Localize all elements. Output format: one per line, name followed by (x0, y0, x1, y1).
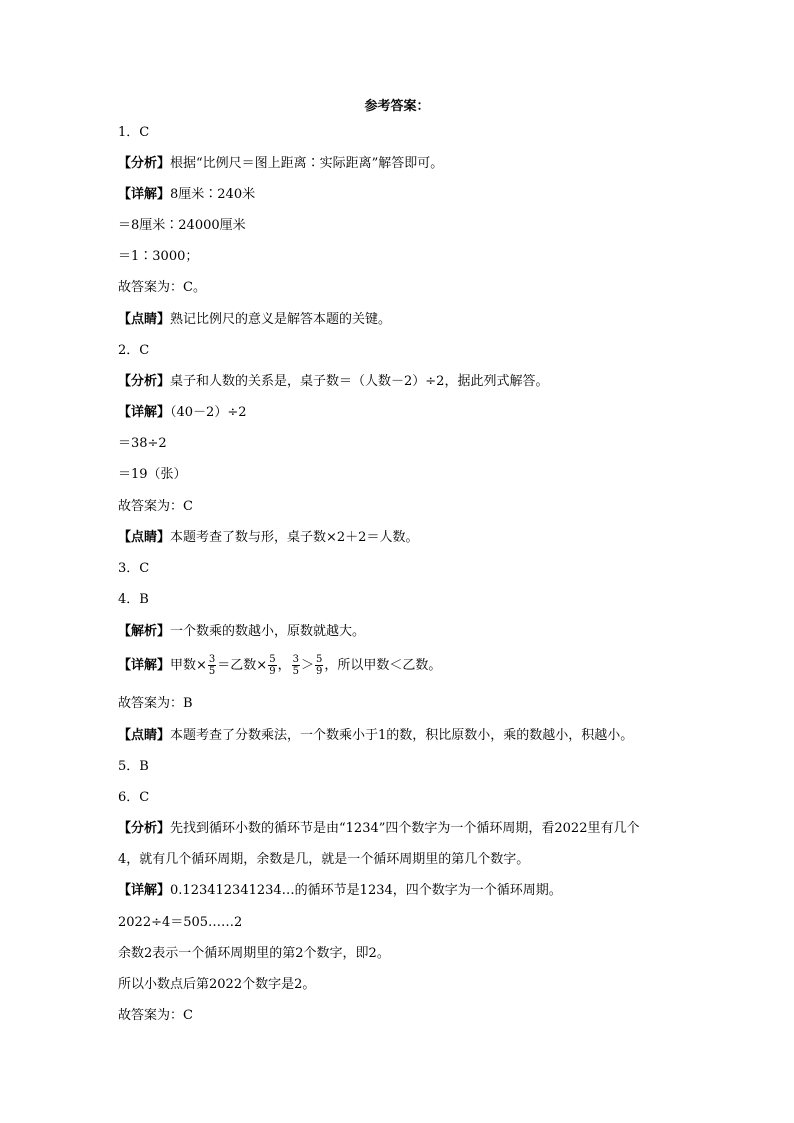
detail-text-e: ，所以甲数＜乙数。 (324, 658, 442, 673)
detail-text-b: ＝乙数× (217, 658, 268, 673)
tip-tag: 【点睛】 (118, 530, 171, 545)
q6-answer: 6．C (118, 790, 150, 805)
q1-detail (118, 186, 255, 204)
fraction-denominator: 9 (315, 666, 323, 677)
analysis-text: 桌子和人数的关系是，桌子数＝（人数－2）÷2，据此列式解答。 (170, 374, 549, 389)
q6-analysis (118, 820, 639, 838)
detail-text: 0.123412341234…的循环节是1234，四个数字为一个循环周期。 (170, 883, 562, 898)
q5-answer: 5．B (118, 759, 149, 774)
q2-step2: ＝19（张） (118, 467, 187, 482)
q2-analysis (118, 373, 548, 391)
detail-text-c: ， (277, 658, 291, 673)
q6-step1: 2022÷4＝505……2 (118, 915, 243, 930)
tip-tag: 【点睛】 (118, 312, 171, 327)
q6-step2: 余数2表示一个循环周期里的第2个数字，即2。 (118, 946, 390, 961)
detail-text: （40－2）÷2 (170, 405, 247, 420)
fraction-numerator: 5 (315, 654, 323, 665)
q2-conclusion: 故答案为：C (118, 499, 193, 514)
analysis-tag: 【分析】 (118, 374, 171, 389)
detail-tag: 【详解】 (118, 883, 171, 898)
explanation-tag: 【解析】 (118, 624, 171, 639)
q4-answer: 4．B (118, 592, 149, 607)
tip-text: 本题考查了分数乘法，一个数乘小于1的数，积比原数小，乘的数越小，积越小。 (170, 728, 634, 743)
q1-step2: ＝1∶3000； (118, 249, 199, 264)
analysis-text: 根据“比例尺＝图上距离∶实际距离”解答即可。 (170, 156, 444, 171)
q4-tip (118, 727, 633, 745)
fraction-3-5 (292, 654, 300, 677)
fraction-numerator: 3 (292, 654, 299, 665)
fraction-numerator: 3 (208, 654, 216, 665)
q4-detail (118, 654, 441, 677)
detail-text-d: ＞ (300, 658, 314, 673)
q4-explanation (118, 623, 365, 641)
analysis-text: 先找到循环小数的循环节是由“1234”四个数字为一个循环周期，看2022里有几个 (170, 821, 640, 836)
tip-text: 熟记比例尺的意义是解答本题的关键。 (170, 312, 392, 327)
q6-step3: 所以小数点后第2022个数字是2。 (118, 977, 316, 992)
q2-detail (118, 404, 247, 422)
tip-tag: 【点睛】 (118, 728, 171, 743)
tip-text: 本题考查了数与形，桌子数×2＋2＝人数。 (170, 530, 419, 545)
fraction-5-9 (315, 654, 323, 677)
q3-answer: 3．C (118, 561, 150, 576)
q6-detail (118, 882, 562, 900)
q6-analysis-cont: 4，就有几个循环周期，余数是几，就是一个循环周期里的第几个数字。 (118, 852, 530, 867)
q1-conclusion: 故答案为：C。 (118, 280, 206, 295)
q1-answer: 1．C (118, 125, 150, 140)
detail-text-a: 甲数× (170, 658, 207, 673)
fraction-denominator: 9 (269, 666, 276, 677)
detail-tag: 【详解】 (118, 658, 171, 673)
q6-conclusion: 故答案为：C (118, 1008, 193, 1023)
q1-analysis (118, 155, 443, 173)
fraction-numerator: 5 (269, 654, 276, 665)
q2-tip (118, 529, 418, 547)
q2-step1: ＝38÷2 (118, 436, 167, 451)
page-title: 参考答案： (364, 99, 430, 114)
q4-conclusion: 故答案为：B (118, 696, 193, 711)
q2-answer: 2．C (118, 343, 150, 358)
q1-tip (118, 311, 391, 329)
fraction-denominator: 5 (292, 666, 299, 677)
analysis-tag: 【分析】 (118, 156, 171, 171)
q1-step1: ＝8厘米∶24000厘米 (118, 218, 246, 233)
fraction-3-5 (208, 654, 216, 677)
fraction-5-9 (268, 654, 276, 677)
analysis-tag: 【分析】 (118, 821, 171, 836)
detail-tag: 【详解】 (118, 187, 171, 202)
detail-text: 8厘米∶240米 (170, 187, 256, 202)
detail-tag: 【详解】 (118, 405, 171, 420)
explanation-text: 一个数乘的数越小，原数就越大。 (170, 624, 366, 639)
fraction-denominator: 5 (208, 666, 216, 677)
